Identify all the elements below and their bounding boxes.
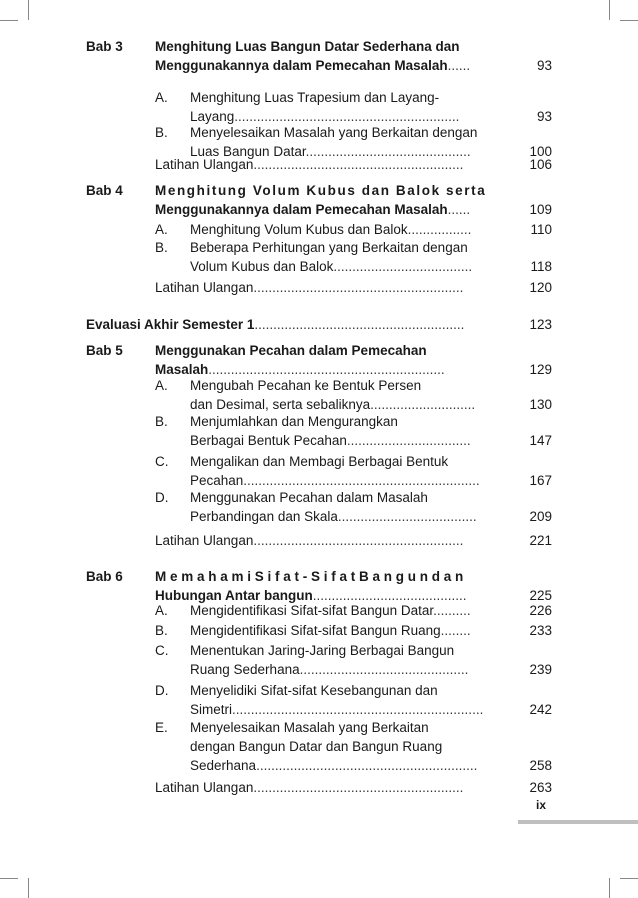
leader-dots: ............................................................ (234, 109, 460, 124)
leader-dots: ................. (407, 222, 472, 237)
section-title-line (190, 124, 477, 142)
section-title-line (190, 432, 471, 450)
page-ref: 209 (529, 509, 552, 524)
title-text: Menghitung Luas Bangun Datar Sederhana dan (155, 39, 460, 54)
crop-mark-top-right-v (609, 0, 610, 20)
title-text: Layang (190, 109, 235, 124)
section-letter: D. (155, 683, 169, 698)
section-title-line (190, 396, 475, 414)
leader-dots: ........................................................ (253, 157, 464, 172)
section-title-line (190, 239, 468, 257)
title-text: Menggunakan Pecahan dalam Pemecahan (155, 343, 427, 358)
section-letter: B. (155, 623, 168, 638)
title-text: Mengalikan dan Membagi Berbagai Bentuk (190, 454, 449, 469)
title-text: Mengidentifikasi Sifat-sifat Bangun Ruang (190, 623, 441, 638)
title-text: Menggunakannya dalam Pemecahan Masalah (155, 202, 448, 217)
title-text: Mengubah Pecahan ke Bentuk Persen (190, 378, 422, 393)
page-ref: 225 (529, 588, 552, 603)
page-ref: 120 (529, 280, 552, 295)
crop-mark-top-right-h (620, 20, 638, 21)
section-title-line (190, 89, 439, 107)
leader-dots: ................................. (346, 433, 471, 448)
section-letter: A. (155, 222, 168, 237)
leader-dots: ........................................................ (253, 780, 464, 795)
title-text: Menggunakan Pecahan dalam Masalah (190, 490, 428, 505)
page-ref: 167 (529, 473, 552, 488)
page-number: ix (535, 798, 546, 812)
title-text: Berbagai Bentuk Pecahan (190, 433, 347, 448)
chapter-title-line (155, 342, 427, 360)
section-letter: B. (155, 414, 168, 429)
crop-mark-bottom-right-h (620, 878, 638, 879)
page-ref: 93 (536, 109, 552, 124)
chapter-title-line (155, 201, 470, 219)
title-text: Latihan Ulangan (155, 533, 254, 548)
exercise-title (155, 532, 463, 550)
section-title-line (190, 489, 428, 507)
title-text: Mengidentifikasi Sifat-sifat Bangun Datar (190, 603, 434, 618)
section-letter: B. (155, 240, 168, 255)
title-text: Beberapa Perhitungan yang Berkaitan dengan (190, 240, 468, 255)
title-text: Masalah (155, 362, 209, 377)
page-ref: 263 (529, 780, 552, 795)
section-title-line (190, 221, 471, 239)
leader-dots: ............................................. (299, 662, 469, 677)
footer-bar (518, 820, 638, 824)
page-ref: 258 (529, 758, 552, 773)
section-letter: E. (155, 720, 168, 735)
section-title-line (190, 682, 438, 700)
exercise-title (155, 779, 463, 797)
title-text: Latihan Ulangan (155, 780, 254, 795)
page-ref: 239 (529, 662, 552, 677)
title-text: Menggunakannya dalam Pemecahan Masalah (155, 58, 448, 73)
title-text: dengan Bangun Datar dan Bangun Ruang (190, 739, 443, 754)
leader-dots: ......................................... (312, 588, 467, 603)
exercise-title (155, 156, 463, 174)
page-ref: 109 (529, 202, 552, 217)
title-text: Menentukan Jaring-Jaring Berbagai Bangun (190, 643, 455, 658)
section-title-line (190, 472, 480, 490)
title-text: Luas Bangun Datar (190, 144, 306, 159)
leader-dots: ............................................ (305, 144, 471, 159)
title-text: Sederhana (190, 758, 257, 773)
page-ref: 123 (529, 317, 552, 332)
page-ref: 226 (529, 603, 552, 618)
title-text: Hubungan Antar bangun (155, 588, 313, 603)
section-title-line (190, 508, 477, 526)
title-text: Volum Kubus dan Balok (190, 259, 334, 274)
page-ref: 242 (529, 702, 552, 717)
chapter-title-line (155, 57, 470, 75)
page-ref: 110 (530, 222, 552, 237)
chapter-title-line (155, 568, 463, 586)
section-letter: A. (155, 603, 168, 618)
title-text: dan Desimal, serta sebaliknya (190, 397, 371, 412)
leader-dots: ............................ (370, 397, 476, 412)
title-text: Menjumlahkan dan Mengurangkan (190, 414, 398, 429)
leader-dots: ........................................................ (254, 317, 465, 332)
section-title-line (190, 413, 398, 431)
section-letter: A. (155, 378, 168, 393)
page-ref: 93 (536, 58, 552, 73)
leader-dots: ........................................................ (253, 280, 464, 295)
crop-mark-bottom-left-h (0, 878, 18, 879)
leader-dots: ............................................................... (208, 362, 445, 377)
section-letter: A. (155, 90, 168, 105)
leader-dots: ........ (440, 623, 471, 638)
title-text: Simetri (190, 702, 233, 717)
leader-dots: ................................................................... (232, 702, 484, 717)
crop-mark-bottom-right-v (609, 878, 610, 898)
section-title-line (190, 738, 442, 756)
title-text: Menghitung Luas Trapesium dan Layang- (190, 90, 440, 105)
leader-dots: ..................................... (333, 259, 473, 274)
leader-dots: ............................................................... (243, 473, 480, 488)
section-letter: B. (155, 125, 168, 140)
chapter-label: Bab 5 (86, 343, 123, 358)
section-title-line (190, 622, 471, 640)
leader-dots: ........................................................ (253, 533, 464, 548)
title-text: Menyelidiki Sifat-sifat Kesebangunan dan (190, 683, 438, 698)
section-letter: C. (155, 643, 169, 658)
leader-dots: ...... (447, 58, 471, 73)
page-ref: 129 (529, 362, 552, 377)
title-text: Menyelesaikan Masalah yang Berkaitan dengan (190, 125, 478, 140)
title-text: Perbandingan dan Skala (190, 509, 338, 524)
leader-dots: ..................................... (337, 509, 477, 524)
page-ref: 100 (529, 144, 552, 159)
title-text: Evaluasi Akhir Semester 1 (86, 317, 255, 332)
section-title-line (190, 453, 448, 471)
title-text: Ruang Sederhana (190, 662, 300, 677)
chapter-title-line (155, 182, 486, 200)
title-text: Menyelesaikan Masalah yang Berkaitan (190, 720, 429, 735)
section-letter: D. (155, 490, 169, 505)
section-title-line (190, 719, 429, 737)
crop-mark-top-left-h (0, 20, 18, 21)
title-text: Menghitung Volum Kubus dan Balok (190, 222, 408, 237)
page-ref: 221 (529, 533, 552, 548)
section-title-line (190, 377, 421, 395)
page-ref: 147 (529, 433, 552, 448)
page-ref: 106 (529, 157, 552, 172)
page-ref: 233 (529, 623, 552, 638)
crop-mark-top-left-v (28, 0, 29, 20)
section-title-line (190, 661, 468, 679)
leader-dots: ........................................................... (256, 758, 478, 773)
section-title-line (190, 757, 477, 775)
chapter-label: Bab 3 (86, 39, 123, 54)
page-ref: 130 (529, 397, 552, 412)
title-text: Latihan Ulangan (155, 157, 254, 172)
title-text: Menghitung Volum Kubus dan Balok serta (155, 183, 487, 198)
section-letter: C. (155, 454, 169, 469)
title-text: Pecahan (190, 473, 244, 488)
section-title-line (190, 642, 454, 660)
title-text: M e m a h a m i S i f a t - S i f a t B a n g u n d a n (155, 569, 464, 584)
leader-dots: .......... (433, 603, 471, 618)
chapter-title-line (155, 38, 460, 56)
page-ref: 118 (530, 259, 552, 274)
section-title-line (190, 602, 471, 620)
chapter-label: Bab 6 (86, 569, 123, 584)
exercise-title (155, 279, 463, 297)
leader-dots: ...... (447, 202, 471, 217)
crop-mark-bottom-left-v (28, 878, 29, 898)
title-text: Latihan Ulangan (155, 280, 254, 295)
section-title-line (190, 701, 483, 719)
section-title-line (190, 258, 472, 276)
chapter-label: Bab 4 (86, 183, 123, 198)
evaluation-title (86, 316, 464, 334)
